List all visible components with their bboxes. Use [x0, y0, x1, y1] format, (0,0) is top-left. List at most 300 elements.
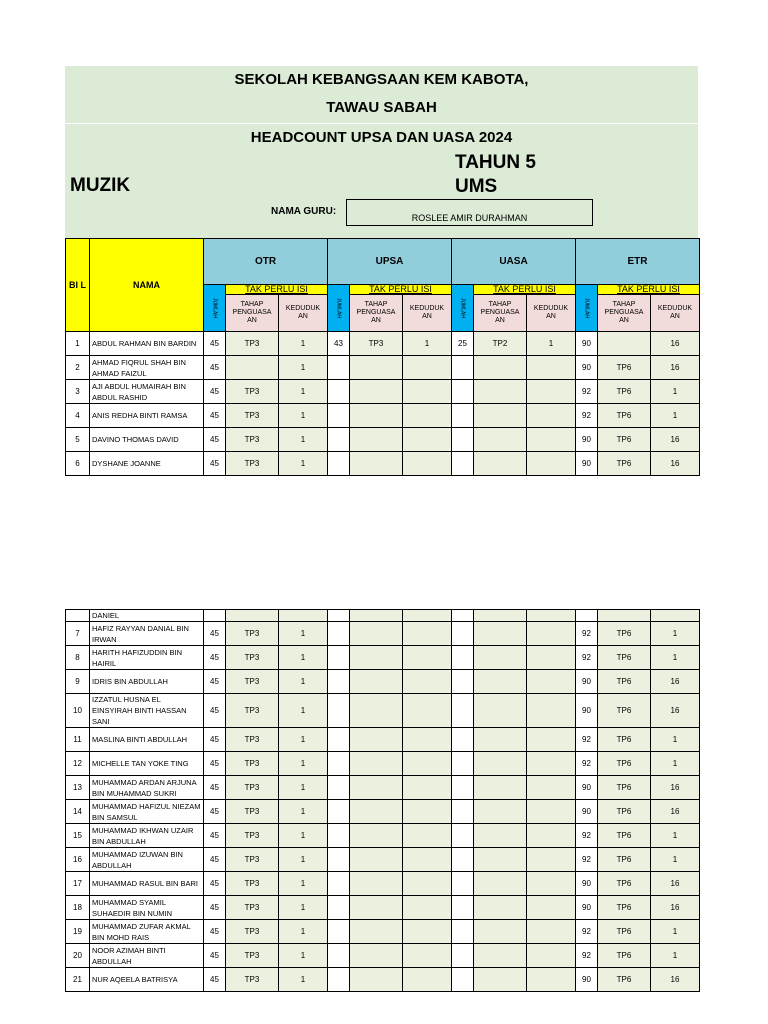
upsa-tahap	[350, 622, 403, 646]
upsa-kedudukan	[403, 752, 452, 776]
col-kedudukan: KEDUDUK AN	[403, 295, 452, 332]
upsa-kedudukan	[403, 824, 452, 848]
upsa-score: 43	[328, 332, 350, 356]
etr-kedudukan: 1	[651, 646, 700, 670]
uasa-kedudukan	[527, 776, 576, 800]
row-number: 21	[66, 968, 90, 992]
uasa-score	[452, 380, 474, 404]
student-name: DANIEL	[90, 610, 204, 622]
uasa-tahap	[474, 968, 527, 992]
otr-score: 45	[204, 800, 226, 824]
otr-tahap: TP3	[226, 872, 279, 896]
student-name: DAVINO THOMAS DAVID	[90, 428, 204, 452]
otr-kedudukan: 1	[279, 452, 328, 476]
uasa-kedudukan	[527, 944, 576, 968]
table-row	[66, 848, 700, 872]
student-name: HAFIZ RAYYAN DANIAL BIN IRWAN	[90, 622, 204, 646]
etr-tahap: TP6	[598, 380, 651, 404]
etr-tahap: TP6	[598, 776, 651, 800]
etr-score: 92	[576, 728, 598, 752]
upsa-tahap	[350, 968, 403, 992]
etr-score: 90	[576, 356, 598, 380]
col-upsa: UPSA	[328, 239, 452, 285]
otr-tahap: TP3	[226, 968, 279, 992]
uasa-kedudukan	[527, 428, 576, 452]
upsa-score	[328, 872, 350, 896]
upsa-score	[328, 452, 350, 476]
upsa-tahap	[350, 800, 403, 824]
uasa-score	[452, 968, 474, 992]
otr-score: 45	[204, 896, 226, 920]
etr-kedudukan: 16	[651, 776, 700, 800]
row-number: 20	[66, 944, 90, 968]
upsa-kedudukan	[403, 694, 452, 728]
tak-perlu-isi: TAK PERLU ISI	[474, 285, 576, 295]
uasa-kedudukan	[527, 404, 576, 428]
etr-score: 90	[576, 694, 598, 728]
subject-name: MUZIK	[70, 175, 131, 196]
otr-score: 45	[204, 428, 226, 452]
col-kedudukan: KEDUDUK AN	[279, 295, 328, 332]
etr-tahap: TP6	[598, 824, 651, 848]
otr-tahap: TP3	[226, 622, 279, 646]
student-name: DYSHANE JOANNE	[90, 452, 204, 476]
teacher-name: ROSLEE AMIR DURAHMAN	[411, 213, 528, 223]
upsa-tahap	[350, 848, 403, 872]
uasa-score	[452, 920, 474, 944]
upsa-tahap	[350, 728, 403, 752]
etr-kedudukan: 1	[651, 380, 700, 404]
upsa-kedudukan	[403, 872, 452, 896]
otr-tahap: TP3	[226, 694, 279, 728]
etr-score: 90	[576, 332, 598, 356]
row-number: 1	[66, 332, 90, 356]
teacher-label: NAMA GURU:	[271, 206, 337, 217]
upsa-score	[328, 380, 350, 404]
uasa-score	[452, 752, 474, 776]
etr-tahap: TP6	[598, 356, 651, 380]
upsa-score	[328, 824, 350, 848]
row-number: 2	[66, 356, 90, 380]
col-jumlah: JUMLAH	[576, 285, 598, 332]
table-row	[66, 824, 700, 848]
etr-score: 92	[576, 824, 598, 848]
otr-kedudukan: 1	[279, 896, 328, 920]
etr-score: 90	[576, 428, 598, 452]
uasa-score	[452, 944, 474, 968]
etr-score: 92	[576, 848, 598, 872]
etr-tahap: TP6	[598, 968, 651, 992]
otr-score: 45	[204, 670, 226, 694]
otr-kedudukan: 1	[279, 944, 328, 968]
uasa-kedudukan	[527, 800, 576, 824]
etr-tahap: TP6	[598, 752, 651, 776]
etr-tahap: TP6	[598, 944, 651, 968]
uasa-tahap	[474, 896, 527, 920]
row-number: 16	[66, 848, 90, 872]
uasa-score	[452, 776, 474, 800]
upsa-tahap	[350, 776, 403, 800]
table-row	[66, 968, 700, 992]
row-number: 11	[66, 728, 90, 752]
student-name: IZZATUL HUSNA EL EINSYIRAH BINTI HASSAN SANI	[90, 694, 204, 728]
etr-tahap: TP6	[598, 694, 651, 728]
etr-tahap: TP6	[598, 428, 651, 452]
etr-kedudukan: 1	[651, 944, 700, 968]
uasa-kedudukan	[527, 824, 576, 848]
uasa-kedudukan	[527, 920, 576, 944]
etr-kedudukan: 1	[651, 728, 700, 752]
col-otr: OTR	[204, 239, 328, 285]
otr-tahap: TP3	[226, 800, 279, 824]
student-name: MICHELLE TAN YOKE TING	[90, 752, 204, 776]
upsa-tahap	[350, 380, 403, 404]
table-row	[66, 944, 700, 968]
row-number: 17	[66, 872, 90, 896]
etr-kedudukan: 16	[651, 356, 700, 380]
row-number: 18	[66, 896, 90, 920]
row-number: 4	[66, 404, 90, 428]
otr-kedudukan: 1	[279, 800, 328, 824]
otr-tahap: TP3	[226, 670, 279, 694]
otr-score: 45	[204, 752, 226, 776]
otr-score: 45	[204, 776, 226, 800]
upsa-kedudukan	[403, 968, 452, 992]
row-number: 10	[66, 694, 90, 728]
otr-kedudukan: 1	[279, 356, 328, 380]
teacher-name-box	[346, 199, 593, 226]
etr-kedudukan: 1	[651, 824, 700, 848]
uasa-tahap	[474, 622, 527, 646]
otr-tahap: TP3	[226, 752, 279, 776]
upsa-score	[328, 404, 350, 428]
headcount-table-page2	[65, 609, 700, 992]
upsa-tahap	[350, 670, 403, 694]
uasa-score	[452, 824, 474, 848]
upsa-kedudukan	[403, 920, 452, 944]
col-tahap: TAHAP PENGUASA AN	[226, 295, 279, 332]
etr-tahap: TP6	[598, 848, 651, 872]
upsa-kedudukan	[403, 646, 452, 670]
otr-tahap	[226, 356, 279, 380]
otr-tahap: TP3	[226, 332, 279, 356]
etr-tahap: TP6	[598, 728, 651, 752]
upsa-kedudukan	[403, 670, 452, 694]
uasa-tahap	[474, 872, 527, 896]
etr-score: 92	[576, 944, 598, 968]
otr-tahap: TP3	[226, 728, 279, 752]
table-row	[66, 610, 700, 622]
table-row	[66, 920, 700, 944]
table-row	[66, 670, 700, 694]
etr-score: 92	[576, 752, 598, 776]
etr-score: 90	[576, 670, 598, 694]
otr-score: 45	[204, 622, 226, 646]
upsa-kedudukan	[403, 944, 452, 968]
otr-kedudukan: 1	[279, 332, 328, 356]
upsa-tahap	[350, 694, 403, 728]
etr-kedudukan: 16	[651, 452, 700, 476]
etr-tahap: TP6	[598, 800, 651, 824]
uasa-tahap	[474, 920, 527, 944]
otr-score: 45	[204, 848, 226, 872]
student-name: MUHAMMAD RASUL BIN BARI	[90, 872, 204, 896]
etr-kedudukan: 1	[651, 752, 700, 776]
uasa-tahap	[474, 380, 527, 404]
uasa-score	[452, 728, 474, 752]
table-row	[66, 380, 700, 404]
uasa-score	[452, 404, 474, 428]
upsa-tahap	[350, 824, 403, 848]
tak-perlu-isi: TAK PERLU ISI	[350, 285, 452, 295]
upsa-score	[328, 800, 350, 824]
uasa-tahap	[474, 404, 527, 428]
uasa-tahap	[474, 800, 527, 824]
school-name-line2: TAWAU SABAH	[326, 99, 437, 116]
otr-tahap: TP3	[226, 944, 279, 968]
etr-tahap: TP6	[598, 646, 651, 670]
upsa-score	[328, 920, 350, 944]
otr-kedudukan: 1	[279, 920, 328, 944]
otr-kedudukan: 1	[279, 670, 328, 694]
upsa-tahap	[350, 452, 403, 476]
tak-perlu-isi: TAK PERLU ISI	[226, 285, 328, 295]
upsa-kedudukan	[403, 380, 452, 404]
otr-score: 45	[204, 646, 226, 670]
upsa-score	[328, 968, 350, 992]
row-number: 6	[66, 452, 90, 476]
table-row	[66, 452, 700, 476]
otr-kedudukan: 1	[279, 752, 328, 776]
upsa-kedudukan	[403, 622, 452, 646]
uasa-score: 25	[452, 332, 474, 356]
upsa-kedudukan: 1	[403, 332, 452, 356]
row-number: 15	[66, 824, 90, 848]
uasa-score	[452, 356, 474, 380]
etr-tahap: TP6	[598, 452, 651, 476]
uasa-kedudukan	[527, 670, 576, 694]
uasa-score	[452, 800, 474, 824]
otr-kedudukan: 1	[279, 728, 328, 752]
otr-tahap: TP3	[226, 428, 279, 452]
table-row	[66, 646, 700, 670]
upsa-kedudukan	[403, 404, 452, 428]
etr-kedudukan: 16	[651, 968, 700, 992]
otr-tahap: TP3	[226, 896, 279, 920]
uasa-tahap	[474, 944, 527, 968]
otr-tahap: TP3	[226, 380, 279, 404]
etr-score: 90	[576, 776, 598, 800]
otr-score: 45	[204, 404, 226, 428]
otr-tahap: TP3	[226, 404, 279, 428]
otr-kedudukan: 1	[279, 380, 328, 404]
otr-tahap: TP3	[226, 452, 279, 476]
uasa-kedudukan	[527, 968, 576, 992]
upsa-tahap	[350, 428, 403, 452]
etr-kedudukan: 1	[651, 622, 700, 646]
upsa-score	[328, 428, 350, 452]
row-number: 14	[66, 800, 90, 824]
etr-kedudukan: 1	[651, 920, 700, 944]
uasa-score	[452, 622, 474, 646]
uasa-score	[452, 872, 474, 896]
student-name: MUHAMMAD SYAMIL SUHAEDIR BIN NUMIN	[90, 896, 204, 920]
col-tahap: TAHAP PENGUASA AN	[350, 295, 403, 332]
student-name: MUHAMMAD IZUWAN BIN ABDULLAH	[90, 848, 204, 872]
upsa-score	[328, 622, 350, 646]
tak-perlu-isi: TAK PERLU ISI	[598, 285, 700, 295]
uasa-kedudukan: 1	[527, 332, 576, 356]
uasa-tahap	[474, 776, 527, 800]
upsa-tahap	[350, 646, 403, 670]
otr-kedudukan: 1	[279, 428, 328, 452]
otr-tahap: TP3	[226, 848, 279, 872]
etr-score: 90	[576, 452, 598, 476]
upsa-tahap	[350, 896, 403, 920]
upsa-kedudukan	[403, 776, 452, 800]
student-name: MUHAMMAD IKHWAN UZAIR BIN ABDULLAH	[90, 824, 204, 848]
otr-kedudukan: 1	[279, 872, 328, 896]
uasa-kedudukan	[527, 896, 576, 920]
etr-score: 90	[576, 968, 598, 992]
table-row	[66, 728, 700, 752]
upsa-kedudukan	[403, 896, 452, 920]
uasa-kedudukan	[527, 752, 576, 776]
table-row	[66, 896, 700, 920]
otr-kedudukan: 1	[279, 694, 328, 728]
student-name: NUR AQEELA BATRISYA	[90, 968, 204, 992]
uasa-kedudukan	[527, 622, 576, 646]
col-tahap: TAHAP PENGUASA AN	[474, 295, 527, 332]
uasa-kedudukan	[527, 380, 576, 404]
table-row	[66, 694, 700, 728]
otr-score: 45	[204, 356, 226, 380]
otr-kedudukan: 1	[279, 968, 328, 992]
otr-tahap: TP3	[226, 824, 279, 848]
upsa-score	[328, 356, 350, 380]
sheet-header	[65, 66, 698, 238]
otr-kedudukan: 1	[279, 646, 328, 670]
etr-kedudukan: 16	[651, 332, 700, 356]
otr-kedudukan: 1	[279, 404, 328, 428]
uasa-tahap	[474, 752, 527, 776]
upsa-tahap	[350, 944, 403, 968]
student-name: MUHAMMAD ZUFAR AKMAL BIN MOHD RAIS	[90, 920, 204, 944]
etr-tahap: TP6	[598, 896, 651, 920]
row-number: 12	[66, 752, 90, 776]
student-name: IDRIS BIN ABDULLAH	[90, 670, 204, 694]
col-jumlah: JUMLAH	[328, 285, 350, 332]
headcount-table-page1	[65, 238, 700, 476]
etr-kedudukan: 1	[651, 404, 700, 428]
student-name: NOOR AZIMAH BINTI ABDULLAH	[90, 944, 204, 968]
uasa-score	[452, 896, 474, 920]
uasa-score	[452, 670, 474, 694]
class-name: UMS	[455, 176, 498, 197]
uasa-tahap	[474, 356, 527, 380]
etr-score: 92	[576, 404, 598, 428]
header-divider	[65, 123, 698, 124]
table-row	[66, 752, 700, 776]
col-bil: BI L	[66, 239, 90, 332]
uasa-tahap	[474, 728, 527, 752]
table-row	[66, 404, 700, 428]
otr-score: 45	[204, 968, 226, 992]
col-etr: ETR	[576, 239, 700, 285]
table-row	[66, 776, 700, 800]
etr-kedudukan: 16	[651, 428, 700, 452]
student-name: AHMAD FIQRUL SHAH BIN AHMAD FAIZUL	[90, 356, 204, 380]
otr-score: 45	[204, 824, 226, 848]
upsa-kedudukan	[403, 728, 452, 752]
otr-tahap: TP3	[226, 920, 279, 944]
otr-score: 45	[204, 728, 226, 752]
etr-kedudukan: 16	[651, 896, 700, 920]
etr-score: 90	[576, 896, 598, 920]
student-name: ABDUL RAHMAN BIN BARDIN	[90, 332, 204, 356]
col-tahap: TAHAP PENGUASA AN	[598, 295, 651, 332]
etr-score: 90	[576, 872, 598, 896]
student-name: AJI ABDUL HUMAIRAH BIN ABDUL RASHID	[90, 380, 204, 404]
otr-tahap: TP3	[226, 646, 279, 670]
table-row	[66, 872, 700, 896]
upsa-kedudukan	[403, 800, 452, 824]
col-jumlah: JUMLAH	[452, 285, 474, 332]
etr-tahap: TP6	[598, 920, 651, 944]
upsa-score	[328, 646, 350, 670]
col-nama: NAMA	[90, 239, 204, 332]
upsa-tahap	[350, 872, 403, 896]
upsa-tahap	[350, 356, 403, 380]
etr-score: 92	[576, 622, 598, 646]
table-row	[66, 332, 700, 356]
col-kedudukan: KEDUDUK AN	[527, 295, 576, 332]
uasa-kedudukan	[527, 646, 576, 670]
col-jumlah: JUMLAH	[204, 285, 226, 332]
row-number: 13	[66, 776, 90, 800]
upsa-tahap	[350, 404, 403, 428]
etr-kedudukan: 16	[651, 670, 700, 694]
uasa-kedudukan	[527, 694, 576, 728]
uasa-kedudukan	[527, 356, 576, 380]
upsa-tahap	[350, 920, 403, 944]
col-kedudukan: KEDUDUK AN	[651, 295, 700, 332]
upsa-score	[328, 670, 350, 694]
etr-tahap: TP6	[598, 404, 651, 428]
student-name: MUHAMMAD HAFIZUL NIEZAM BIN SAMSUL	[90, 800, 204, 824]
upsa-kedudukan	[403, 848, 452, 872]
uasa-kedudukan	[527, 728, 576, 752]
otr-score: 45	[204, 332, 226, 356]
uasa-tahap: TP2	[474, 332, 527, 356]
etr-kedudukan: 16	[651, 800, 700, 824]
uasa-score	[452, 646, 474, 670]
etr-kedudukan: 16	[651, 694, 700, 728]
col-uasa: UASA	[452, 239, 576, 285]
uasa-kedudukan	[527, 848, 576, 872]
otr-score: 45	[204, 694, 226, 728]
etr-score: 92	[576, 380, 598, 404]
uasa-score	[452, 452, 474, 476]
uasa-tahap	[474, 670, 527, 694]
otr-score: 45	[204, 452, 226, 476]
row-number: 9	[66, 670, 90, 694]
uasa-score	[452, 848, 474, 872]
etr-tahap	[598, 332, 651, 356]
row-number: 8	[66, 646, 90, 670]
uasa-tahap	[474, 824, 527, 848]
uasa-kedudukan	[527, 872, 576, 896]
